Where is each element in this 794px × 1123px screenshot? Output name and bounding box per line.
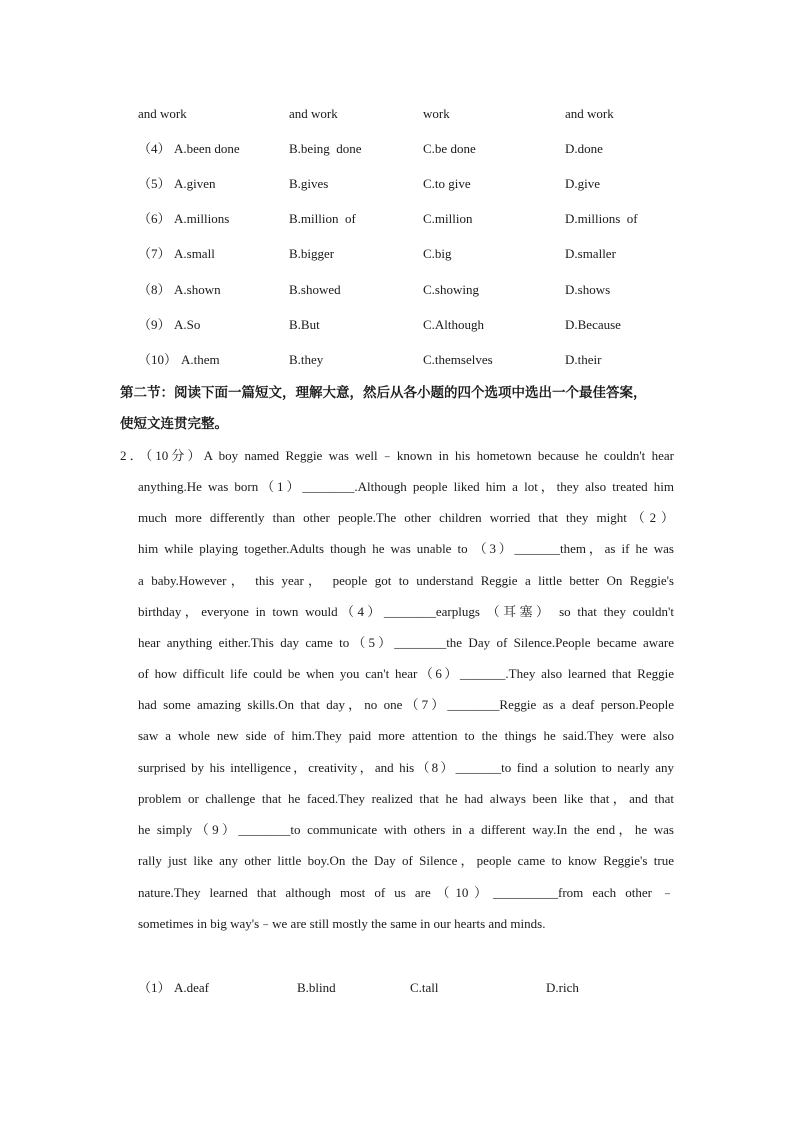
passage-line: him while playing together.Adults though he was unable to （3）_______them，as if he was	[138, 541, 674, 556]
passage-line: rally just like any other little boy.On the Day of Silence，people came to know Reggie's true	[138, 853, 674, 868]
option-number: （10）	[138, 352, 178, 367]
option-row-10	[0, 350, 794, 370]
option-a: A.So	[174, 317, 201, 332]
option-d: D.millions of	[565, 211, 638, 226]
passage-line: had some amazing skills.On that day，no one（7）________Reggie as a deaf person.People	[138, 697, 674, 712]
option-row-1	[0, 978, 794, 998]
option-b: B.showed	[289, 282, 341, 297]
option-d: D.give	[565, 176, 601, 191]
option-b: B.bigger	[289, 246, 335, 261]
option-d: D.rich	[546, 980, 579, 995]
option-a: A.deaf	[174, 980, 210, 995]
option-row-6	[0, 209, 794, 229]
option-row-continuation	[0, 104, 794, 124]
option-c: C.to give	[423, 176, 471, 191]
passage-line: of how difficult life could be when you can't hear（6）_______.They also learned that Reggie	[138, 666, 674, 681]
option-d: and work	[565, 106, 614, 121]
passage-line: surprised by his intelligence，creativity，and his（8）_______to find a solution to nearly any	[138, 760, 674, 775]
section-heading-line1: 第二节：阅读下面一篇短文，理解大意，然后从各小题的四个选项中选出一个最佳答案，	[120, 385, 647, 401]
option-b: B.gives	[289, 176, 329, 191]
option-d: D.shows	[565, 282, 611, 297]
option-a: A.small	[174, 246, 215, 261]
option-c: C.themselves	[423, 352, 493, 367]
passage-line: nature.They learned that although most of us are（10）__________from each other ﹣	[138, 885, 674, 900]
option-d: D.smaller	[565, 246, 616, 261]
passage-line: anything.He was born（1）________.Although people liked him a lot，they also treated him	[138, 479, 674, 494]
passage-line: sometimes in big way's﹣we are still mostly the same in our hearts and minds.	[138, 916, 546, 931]
option-number: （4）	[138, 141, 171, 156]
option-row-4	[0, 139, 794, 159]
passage-line: saw a whole new side of him.They paid more attention to the things he said.They were also	[138, 728, 674, 743]
passage-line: hear anything either.This day came to（5）________the Day of Silence.People became aware	[138, 635, 674, 650]
section-heading-line2: 使短文连贯完整。	[120, 416, 228, 432]
option-c: C.tall	[410, 980, 439, 995]
option-b: B.blind	[297, 980, 336, 995]
passage-line: birthday，everyone in town would（4）________earplugs （耳塞） so that they couldn't	[138, 604, 674, 619]
option-c: C.showing	[423, 282, 479, 297]
option-row-5	[0, 174, 794, 194]
passage-line: problem or challenge that he faced.They realized that he had always been like that，and that	[138, 791, 674, 806]
option-b: B.being done	[289, 141, 362, 156]
option-c: C.be done	[423, 141, 476, 156]
option-a: A.given	[174, 176, 216, 191]
option-c: work	[423, 106, 450, 121]
passage-line: 2．（10分）A boy named Reggie was well﹣known in his hometown because he couldn't hear	[120, 448, 674, 463]
option-c: C.Although	[423, 317, 485, 332]
option-c: C.million	[423, 211, 473, 226]
option-number: （6）	[138, 211, 171, 226]
option-a: A.millions	[174, 211, 230, 226]
option-number: （5）	[138, 176, 171, 191]
option-row-7	[0, 244, 794, 264]
option-number: （8）	[138, 282, 171, 297]
option-a: A.them	[181, 352, 220, 367]
option-number: （9）	[138, 317, 171, 332]
option-b: B.million of	[289, 211, 356, 226]
option-number: （7）	[138, 246, 171, 261]
option-a: A.been done	[174, 141, 240, 156]
option-c: C.big	[423, 246, 452, 261]
option-b: and work	[289, 106, 338, 121]
passage-line: much more differently than other people.The other children worried that they might（2）	[138, 510, 674, 525]
option-row-8	[0, 280, 794, 300]
option-d: D.their	[565, 352, 602, 367]
option-a: and work	[138, 106, 187, 121]
passage-line: he simply（9）________to communicate with others in a different way.In the end，he was	[138, 822, 674, 837]
option-row-9	[0, 315, 794, 335]
option-number: （1）	[138, 980, 171, 995]
option-d: D.done	[565, 141, 603, 156]
passage-line: a baby.However， this year， people got to understand Reggie a little better On Reggie's	[138, 573, 674, 588]
option-a: A.shown	[174, 282, 221, 297]
option-b: B.But	[289, 317, 320, 332]
option-b: B.they	[289, 352, 324, 367]
option-d: D.Because	[565, 317, 621, 332]
